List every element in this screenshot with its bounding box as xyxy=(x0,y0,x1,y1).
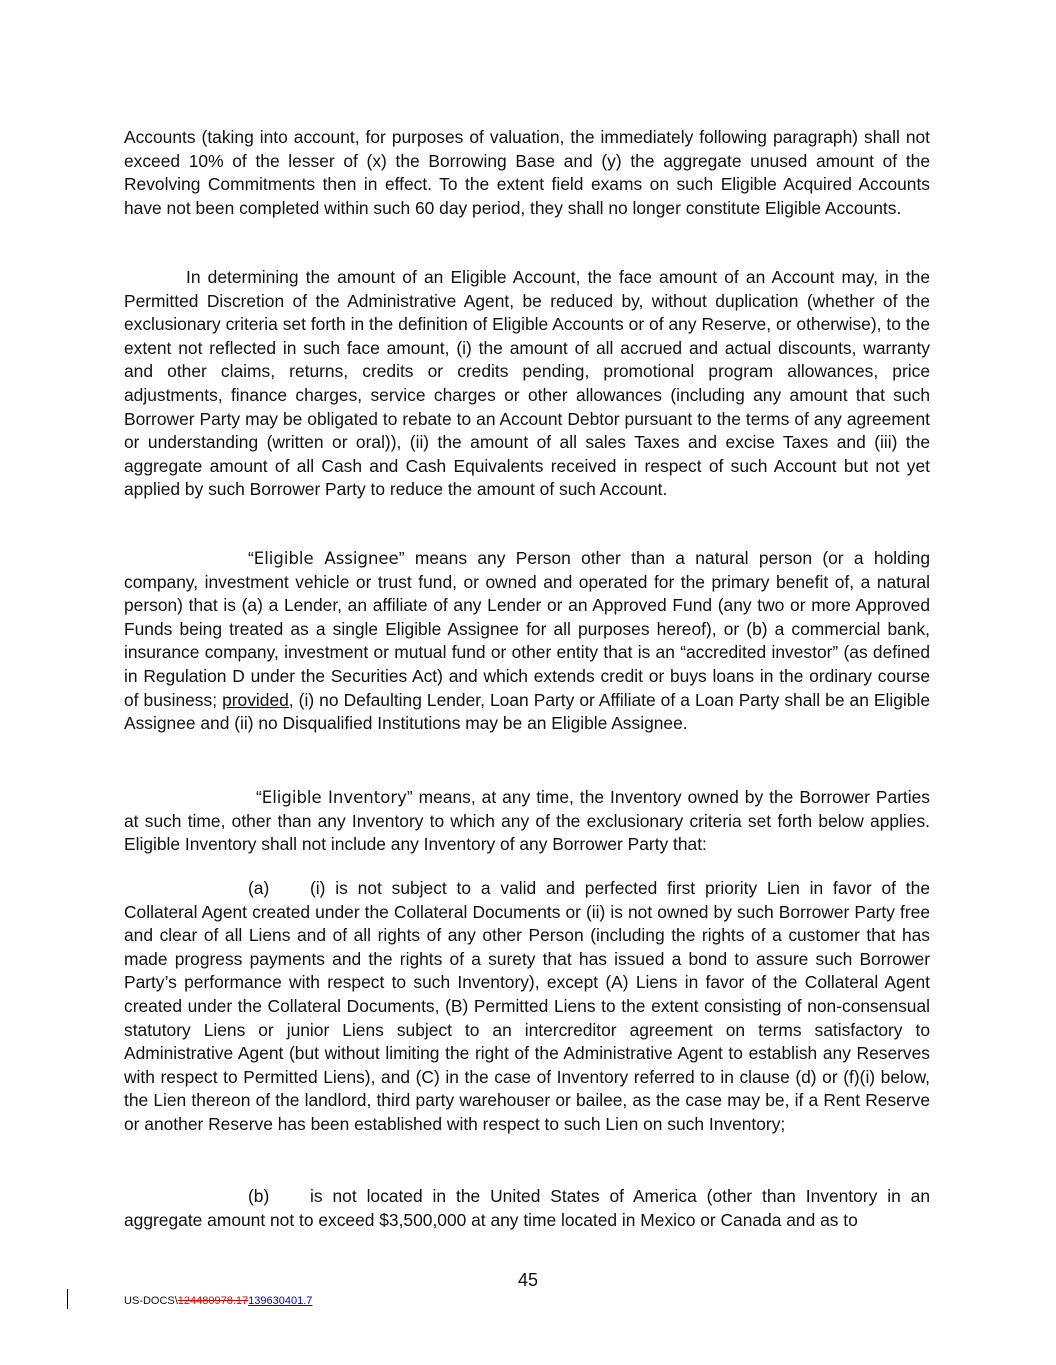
defined-term: Eligible Inventory xyxy=(261,788,407,807)
document-id-footer xyxy=(124,1295,312,1307)
clause-a xyxy=(124,877,930,1137)
clause-b xyxy=(124,1185,930,1232)
inserted-document-id: 139630401.7 xyxy=(248,1295,313,1307)
definition-text-continued: , (i) no Defaulting Lender, Loan Party or Affiliate of a Loan Party shall be an Eligible Assignee and (ii) no Disqualified Institutions may be an Eligible Assignee. xyxy=(124,689,930,734)
paragraph-text xyxy=(124,547,930,736)
definition-eligible-inventory xyxy=(124,786,930,857)
open-quote: “ xyxy=(248,548,254,568)
page-number: 45 xyxy=(517,1270,539,1290)
open-quote: “ xyxy=(256,787,262,807)
definition-text: ” means, at any time, the Inventory owned by the Borrower Parties at such time, other than any Inventory to which any of the exclusionary criteria set forth below applies. Eligible Inventory shall not include any Inventory of any Borrower Party that: xyxy=(124,787,930,855)
deleted-document-id: 124480978.17 xyxy=(177,1295,249,1307)
paragraph-text xyxy=(124,786,930,857)
paragraph-eligible-acquired-accounts-tail xyxy=(124,126,930,220)
clause-label: (a) xyxy=(248,878,270,898)
clause-body: is not located in the United States of America (other than Inventory in an aggregate amount not to exceed $3,500,000 at any time located in Mexico or Canada and as to xyxy=(124,1186,930,1230)
paragraph-text: Accounts (taking into account, for purposes of valuation, the immediately following paragraph) shall not exceed 10% of the lesser of (x) the Borrowing Base and (y) the aggregate unused amount of the Revolving Commitments then in effect. To the extent field exams on such Eligible Acquired Accounts have not been completed within such 60 day period, they shall no longer constitute Eligible Accounts. xyxy=(124,127,930,218)
footer-prefix: US-DOCS\ xyxy=(124,1295,178,1307)
clause-text xyxy=(124,1185,930,1232)
provided-keyword: provided xyxy=(222,689,289,710)
clause-text xyxy=(124,877,930,1137)
definition-eligible-assignee xyxy=(124,547,930,736)
paragraph-eligible-account-reductions xyxy=(124,266,930,502)
defined-term: Eligible Assignee xyxy=(253,549,399,568)
clause-label: (b) xyxy=(248,1186,270,1206)
revision-change-bar xyxy=(67,1289,68,1309)
definition-text: ” means any Person other than a natural person (or a holding company, investment vehicle or trust fund, or owned and operated for the primary benefit of, a natural person) that is (a) a Lender, an affiliate of any Lender or an Approved Fund (any two or more Approved Funds being treated as a single Eligible Assignee for all purposes hereof), or (b) a commercial bank, insurance company, investment or mutual fund or other entity that is an “accredited investor” (as defined in Regulation D under the Securities Act) and which extends credit or buys loans in the ordinary course of business; xyxy=(124,548,930,710)
clause-body: (i) is not subject to a valid and perfected first priority Lien in favor of the Collateral Agent created under the Collateral Documents or (ii) is not owned by such Borrower Party free and clear of all Liens and of all rights of any other Person (including the rights of a customer that has made progress payments and the rights of a surety that has issued a bond to assure such Borrower Party’s performance with respect to such Inventory), except (A) Liens in favor of the Collateral Agent created under the Collateral Documents, (B) Permitted Liens to the extent consisting of non-consensual statutory Liens or junior Liens subject to an intercreditor agreement on terms satisfactory to Administrative Agent (but without limiting the right of the Administrative Agent to establish any Reserves with respect to Permitted Liens), and (C) in the case of Inventory referred to in clause (d) or (f)(i) below, the Lien thereon of the landlord, third party warehouser or bailee, as the case may be, if a Rent Reserve or another Reserve has been established with respect to such Lien on such Inventory; xyxy=(124,878,930,1134)
paragraph-text: In determining the amount of an Eligible Account, the face amount of an Account may, in the Permitted Discretion of the Administrative Agent, be reduced by, without duplication (whether of the exclusionary criteria set forth in the definition of Eligible Accounts or of any Reserve, or otherwise), to the extent not reflected in such face amount, (i) the amount of all accrued and actual discounts, warranty and other claims, returns, credits or credits pending, promotional program allowances, price adjustments, finance charges, service charges or other allowances (including any amount that such Borrower Party may be obligated to rebate to an Account Debtor pursuant to the terms of any agreement or understanding (written or oral)), (ii) the amount of all sales Taxes and excise Taxes and (iii) the aggregate amount of all Cash and Cash Equivalents received in respect of such Account but not yet applied by such Borrower Party to reduce the amount of such Account. xyxy=(124,267,930,500)
